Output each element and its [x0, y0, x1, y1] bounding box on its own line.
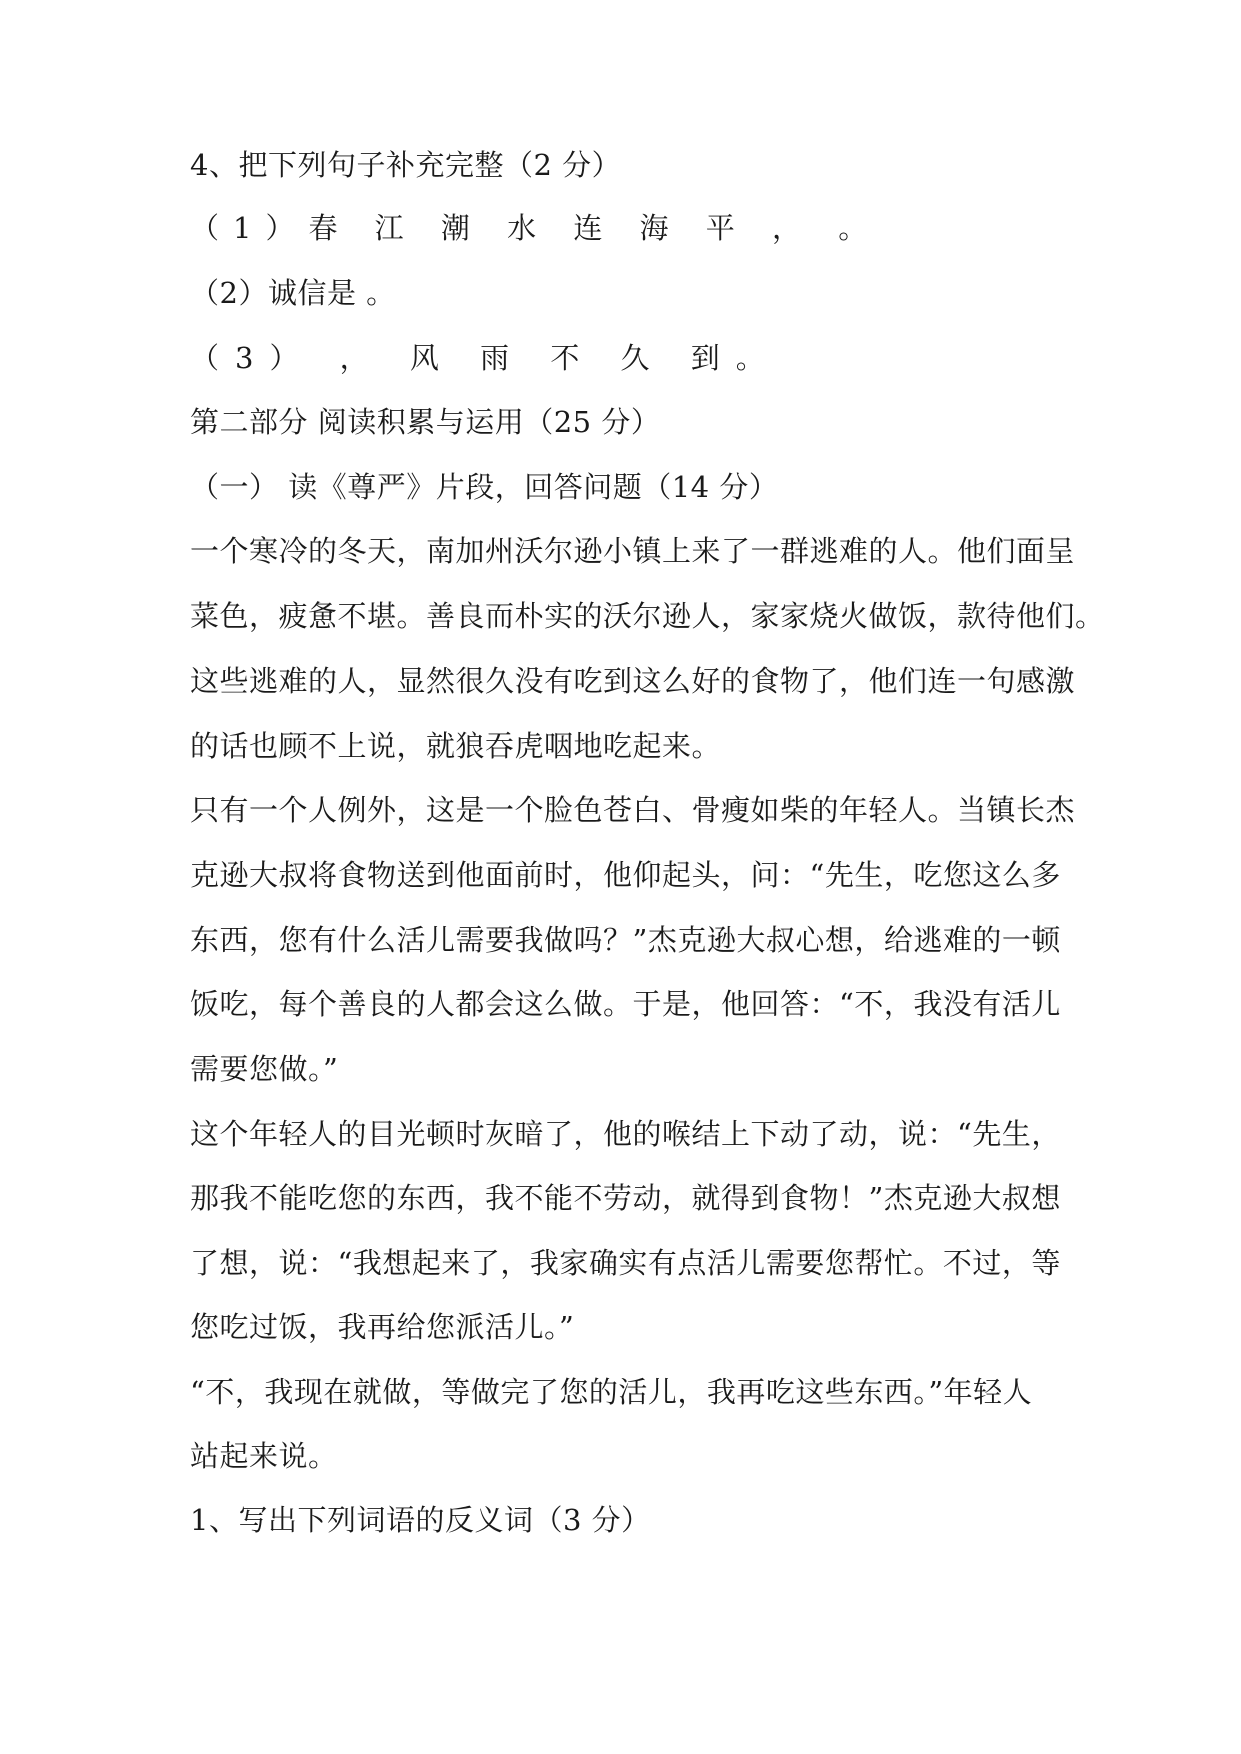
passage-line: 克逊大叔将食物送到他面前时，他仰起头，问：“先生，吃您这么多: [190, 858, 1061, 892]
passage-line: 您吃过饭，我再给您派活儿。”: [190, 1310, 575, 1344]
passage-line: 站起来说。: [190, 1439, 338, 1473]
passage-line: “不，我现在就做，等做完了您的活儿，我再吃这些东西。”年轻人: [190, 1375, 1033, 1409]
passage-line: 只有一个人例外，这是一个脸色苍白、骨瘦如柴的年轻人。当镇长杰: [190, 793, 1076, 827]
reading-section-heading: （一） 读《尊严》片段，回答问题（14 分）: [190, 470, 779, 504]
question-4-heading: 4、把下列句子补充完整（2 分）: [190, 148, 622, 182]
passage-line: 菜色，疲惫不堪。善良而朴实的沃尔逊人，家家烧火做饭，款待他们。: [190, 599, 1105, 633]
question-4-item-3: （3） ， 风 雨 不 久 到。: [190, 341, 781, 375]
passage-line: 这个年轻人的目光顿时灰暗了，他的喉结上下动了动，说：“先生，: [190, 1117, 1061, 1151]
passage-line: 一个寒冷的冬天，南加州沃尔逊小镇上来了一群逃难的人。他们面呈: [190, 534, 1076, 568]
question-1-heading: 1、写出下列词语的反义词（3 分）: [190, 1503, 651, 1537]
question-4-item-1: （1）春 江 潮 水 连 海 平 ， 。: [190, 211, 882, 245]
passage-line: 饭吃，每个善良的人都会这么做。于是，他回答：“不，我没有活儿: [190, 987, 1061, 1021]
passage-line: 东西，您有什么活儿需要我做吗？”杰克逊大叔心想，给逃难的一顿: [190, 923, 1061, 957]
question-4-item-2: （2）诚信是 。: [190, 276, 396, 310]
passage-line: 这些逃难的人，显然很久没有吃到这么好的食物了，他们连一句感激: [190, 664, 1076, 698]
passage-line: 了想，说：“我想起来了，我家确实有点活儿需要您帮忙。不过，等: [190, 1246, 1061, 1280]
part-two-heading: 第二部分 阅读积累与运用（25 分）: [190, 405, 661, 439]
passage-line: 需要您做。”: [190, 1052, 339, 1086]
passage-line: 的话也顾不上说，就狼吞虎咽地吃起来。: [190, 729, 722, 763]
passage-line: 那我不能吃您的东西，我不能不劳动，就得到食物！”杰克逊大叔想: [190, 1181, 1061, 1215]
